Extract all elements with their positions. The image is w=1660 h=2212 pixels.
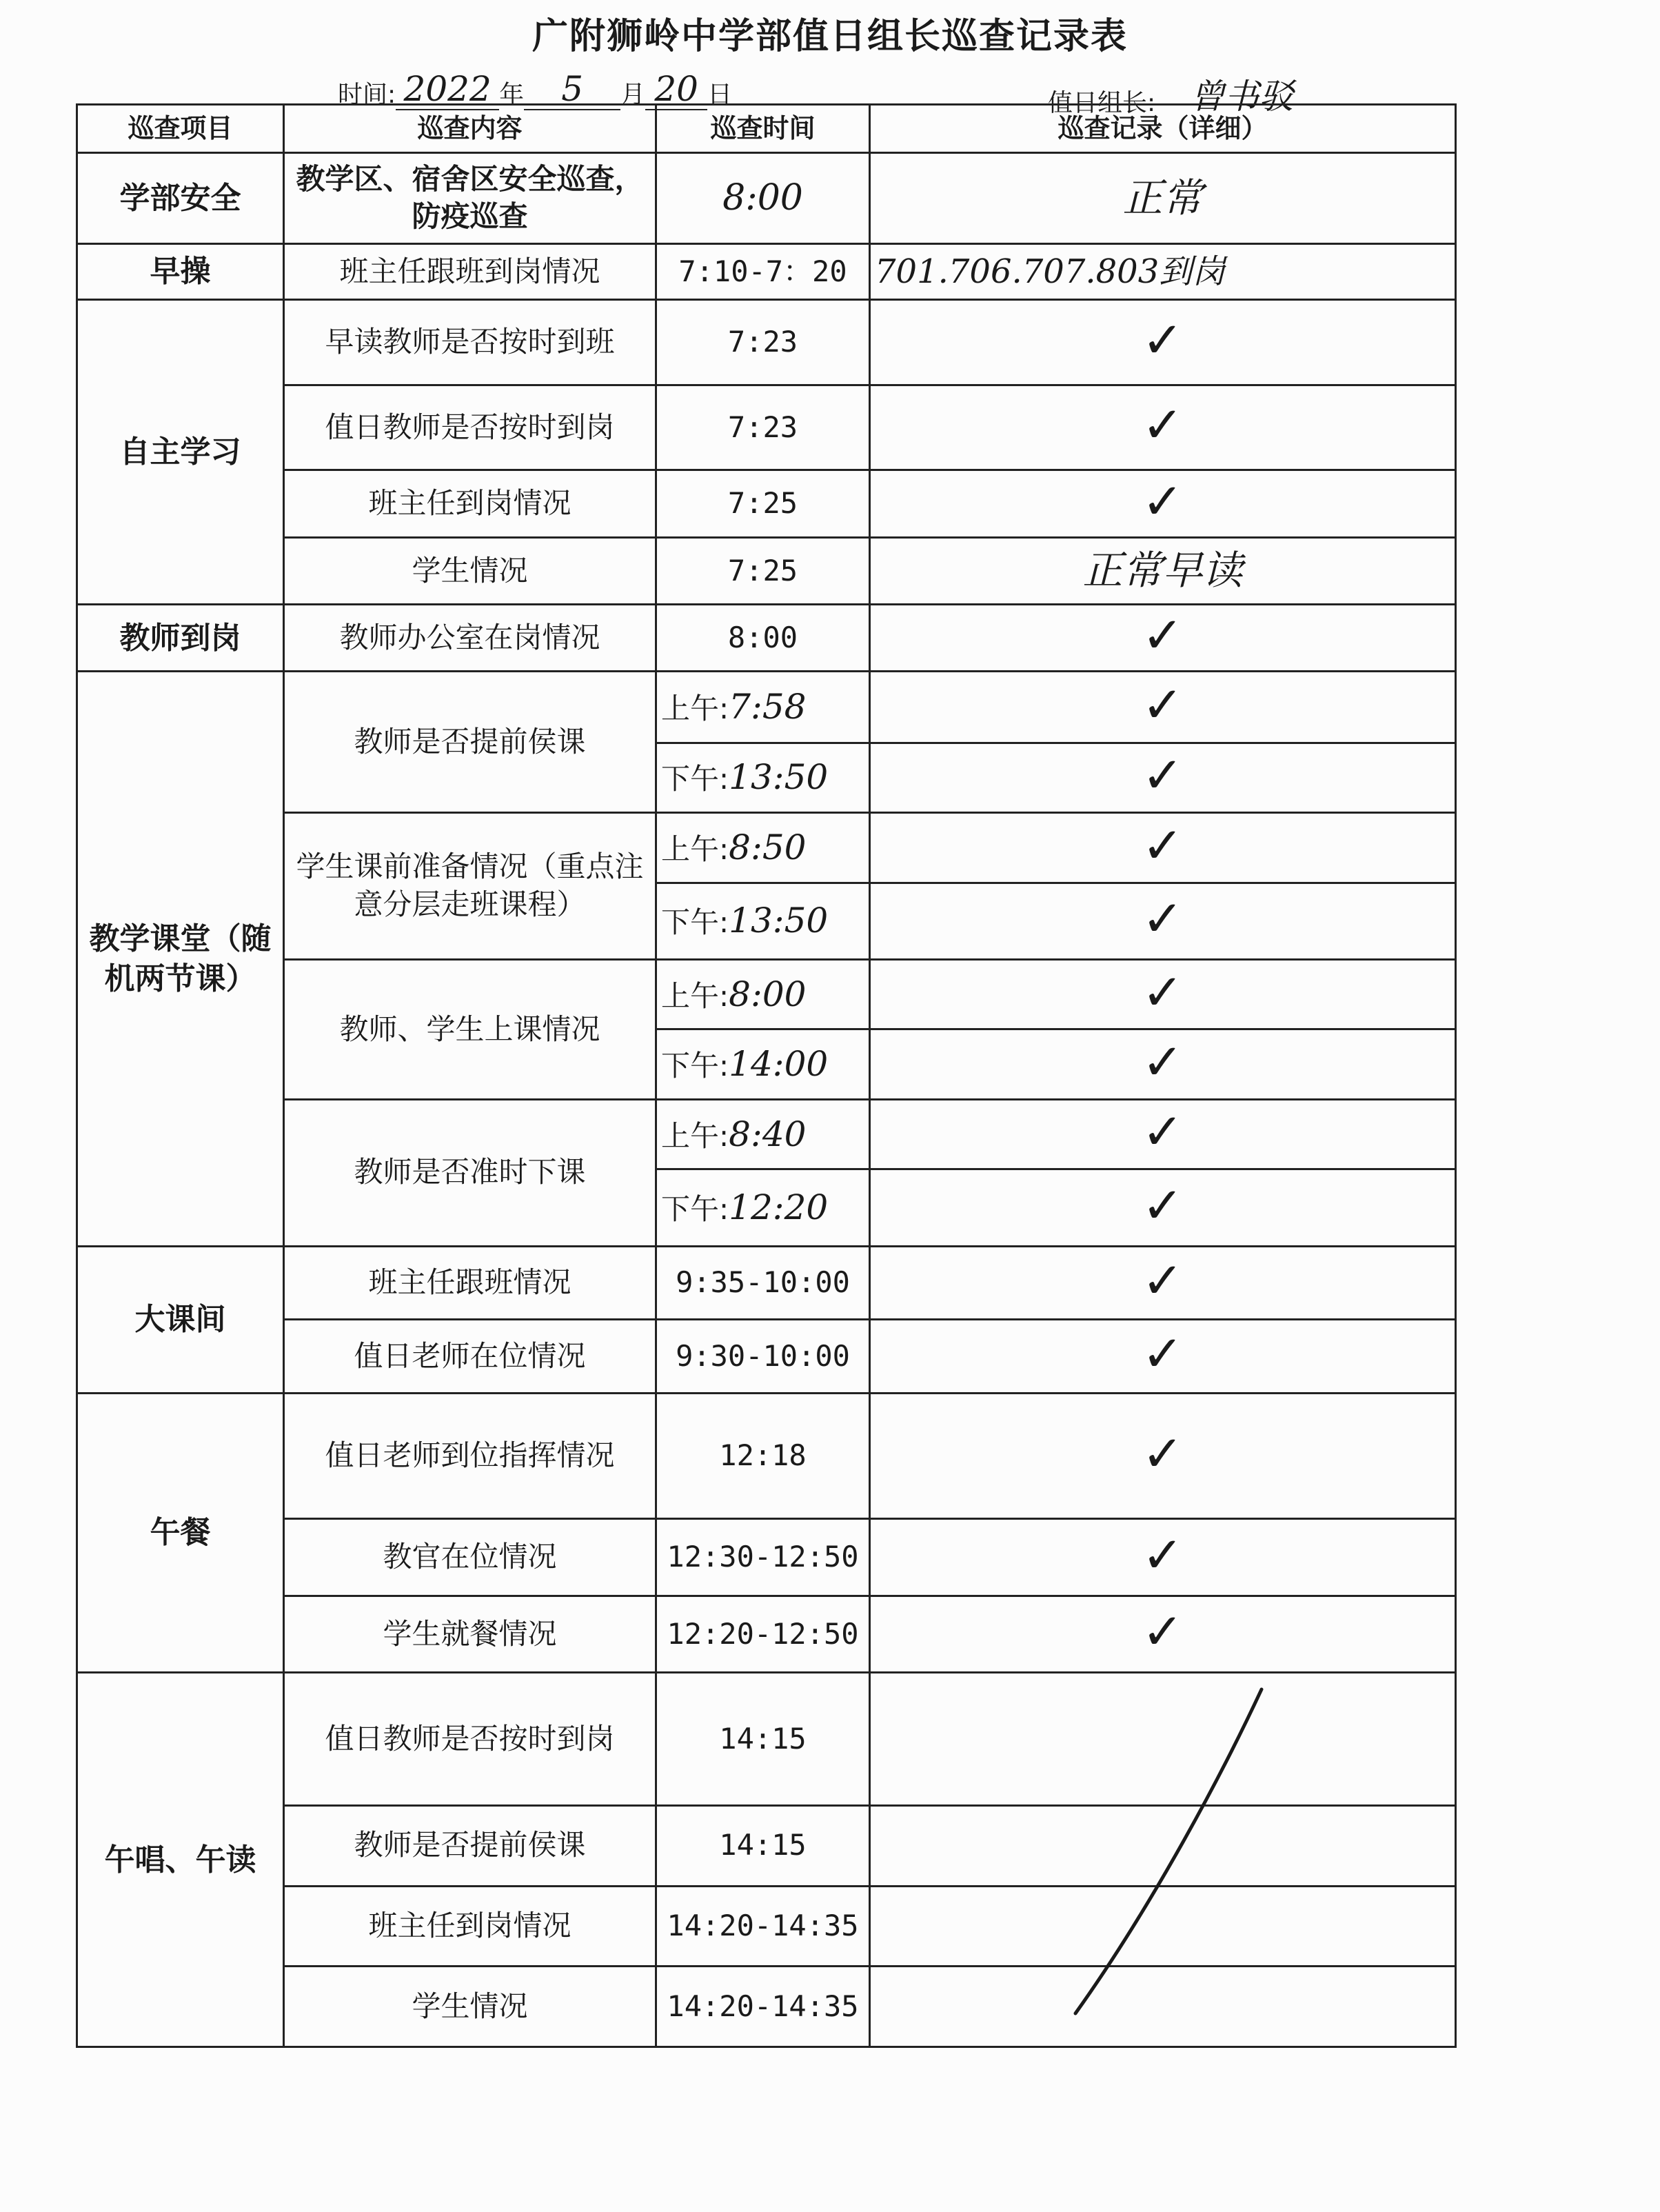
category-noon: 午唱、午读 bbox=[77, 1673, 284, 2047]
category-self-study: 自主学习 bbox=[77, 299, 284, 604]
table-row bbox=[77, 385, 1456, 470]
record-cell: 701.706.707.803到岗 bbox=[870, 243, 1456, 299]
month-unit: 月 bbox=[620, 81, 646, 109]
check-mark-icon: ✓ bbox=[1142, 746, 1184, 805]
record-cell bbox=[870, 299, 1456, 385]
leader-signature: 曾书驳 bbox=[1190, 77, 1294, 117]
content-cell: 学生课前准备情况（重点注意分层走班课程） bbox=[284, 813, 656, 960]
time-cell: 7:25 bbox=[656, 470, 870, 537]
table-row bbox=[77, 1596, 1456, 1673]
table-row bbox=[77, 1393, 1456, 1519]
table-row bbox=[77, 672, 1456, 743]
table-row bbox=[77, 960, 1456, 1029]
col-header-content: 巡查内容 bbox=[284, 105, 656, 153]
record-cell bbox=[870, 1246, 1456, 1319]
table-row bbox=[77, 1886, 1456, 1967]
category-safety: 学部安全 bbox=[77, 152, 284, 243]
pm-time-cell bbox=[656, 743, 870, 812]
leader-label: 值日组长: bbox=[1048, 89, 1156, 117]
pm-time-value: 13:50 bbox=[729, 757, 829, 798]
pm-time-cell bbox=[656, 883, 870, 960]
check-mark-icon: ✓ bbox=[1142, 1602, 1184, 1661]
content-cell: 学生就餐情况 bbox=[284, 1596, 656, 1673]
table-row bbox=[77, 243, 1456, 299]
document-title: 广附狮岭中学部值日组长巡查记录表 bbox=[532, 16, 1128, 57]
record-cell: 正常早读 bbox=[870, 537, 1456, 604]
year-value: 2022 bbox=[396, 69, 499, 110]
check-mark-icon: ✓ bbox=[1142, 1103, 1184, 1161]
pm-label: 下午: bbox=[661, 905, 729, 940]
content-cell: 学生情况 bbox=[284, 537, 656, 604]
category-morning-exercise: 早操 bbox=[77, 243, 284, 299]
day-value: 20 bbox=[645, 69, 707, 110]
time-cell: 12:30-12:50 bbox=[656, 1519, 870, 1596]
check-mark-icon: ✓ bbox=[1142, 606, 1184, 665]
record-cell bbox=[870, 1029, 1456, 1099]
am-label: 上午: bbox=[661, 692, 729, 726]
record-cell bbox=[870, 1519, 1456, 1596]
record-cell bbox=[870, 385, 1456, 470]
am-time-cell bbox=[656, 813, 870, 883]
year-unit: 年 bbox=[499, 81, 525, 109]
check-mark-icon: ✓ bbox=[1142, 816, 1184, 874]
time-cell: 7:23 bbox=[656, 299, 870, 385]
check-mark-icon: ✓ bbox=[1142, 675, 1184, 734]
am-time-cell bbox=[656, 960, 870, 1029]
category-teacher-arrival: 教师到岗 bbox=[77, 604, 284, 671]
category-lunch: 午餐 bbox=[77, 1393, 284, 1673]
record-cell: 正常 bbox=[870, 152, 1456, 243]
am-time-value: 7:58 bbox=[729, 687, 807, 727]
check-mark-icon: ✓ bbox=[1142, 963, 1184, 1021]
check-mark-icon: ✓ bbox=[1142, 889, 1184, 948]
am-label: 上午: bbox=[661, 978, 729, 1013]
pm-time-value: 14:00 bbox=[729, 1044, 829, 1085]
content-cell: 教师办公室在岗情况 bbox=[284, 604, 656, 671]
record-cell bbox=[870, 1320, 1456, 1393]
content-cell: 早读教师是否按时到班 bbox=[284, 299, 656, 385]
record-cell bbox=[870, 604, 1456, 671]
content-cell: 值日老师在位情况 bbox=[284, 1320, 656, 1393]
month-value: 5 bbox=[524, 69, 620, 110]
time-cell: 14:20-14:35 bbox=[656, 1967, 870, 2047]
time-label: 时间: bbox=[338, 81, 396, 109]
record-cell-struck bbox=[870, 1805, 1456, 1886]
table-row bbox=[77, 1673, 1456, 1806]
time-cell: 14:15 bbox=[656, 1805, 870, 1886]
record-cell-struck bbox=[870, 1886, 1456, 1967]
time-cell: 7:23 bbox=[656, 385, 870, 470]
am-label: 上午: bbox=[661, 1118, 729, 1153]
am-time-value: 8:50 bbox=[729, 827, 807, 867]
pm-time-cell bbox=[656, 1029, 870, 1099]
content-cell: 值日教师是否按时到岗 bbox=[284, 1673, 656, 1806]
table-row bbox=[77, 152, 1456, 243]
pm-label: 下午: bbox=[661, 762, 729, 796]
pm-label: 下午: bbox=[661, 1049, 729, 1083]
content-cell: 值日教师是否按时到岗 bbox=[284, 385, 656, 470]
record-cell bbox=[870, 960, 1456, 1029]
content-cell: 班主任跟班到岗情况 bbox=[284, 243, 656, 299]
time-cell: 12:20-12:50 bbox=[656, 1596, 870, 1673]
check-mark-icon: ✓ bbox=[1142, 1251, 1184, 1309]
record-cell bbox=[870, 470, 1456, 537]
content-cell: 教师是否提前侯课 bbox=[284, 672, 656, 813]
check-mark-icon: ✓ bbox=[1142, 310, 1184, 369]
time-cell: 7:10-7：20 bbox=[656, 243, 870, 299]
time-cell: 7:25 bbox=[656, 537, 870, 604]
content-cell: 班主任跟班情况 bbox=[284, 1246, 656, 1319]
record-cell bbox=[870, 883, 1456, 960]
time-cell-handwritten: 8:00 bbox=[656, 152, 870, 243]
table-row bbox=[77, 1246, 1456, 1319]
content-cell: 学生情况 bbox=[284, 1967, 656, 2047]
content-cell: 教师、学生上课情况 bbox=[284, 960, 656, 1100]
record-cell bbox=[870, 672, 1456, 743]
pm-time-cell bbox=[656, 1169, 870, 1247]
check-mark-icon: ✓ bbox=[1142, 1176, 1184, 1234]
pm-label: 下午: bbox=[661, 1192, 729, 1226]
time-cell: 9:35-10:00 bbox=[656, 1246, 870, 1319]
table-row bbox=[77, 299, 1456, 385]
content-cell: 班主任到岗情况 bbox=[284, 470, 656, 537]
table-row bbox=[77, 1967, 1456, 2047]
content-cell: 教官在位情况 bbox=[284, 1519, 656, 1596]
am-time-value: 8:00 bbox=[729, 974, 807, 1014]
record-cell-struck bbox=[870, 1967, 1456, 2047]
table-row bbox=[77, 604, 1456, 671]
table-row bbox=[77, 1099, 1456, 1169]
col-header-time: 巡查时间 bbox=[656, 105, 870, 153]
record-cell bbox=[870, 743, 1456, 812]
record-cell bbox=[870, 1393, 1456, 1519]
time-cell: 14:15 bbox=[656, 1673, 870, 1806]
content-cell: 值日老师到位指挥情况 bbox=[284, 1393, 656, 1519]
content-cell: 教学区、宿舍区安全巡查，防疫巡查 bbox=[284, 152, 656, 243]
category-big-break: 大课间 bbox=[77, 1246, 284, 1393]
table-row bbox=[77, 1320, 1456, 1393]
time-cell: 12:18 bbox=[656, 1393, 870, 1519]
pm-time-value: 12:20 bbox=[729, 1187, 829, 1227]
am-time-cell bbox=[656, 672, 870, 743]
check-mark-icon: ✓ bbox=[1142, 396, 1184, 454]
check-mark-icon: ✓ bbox=[1142, 1424, 1184, 1482]
record-cell bbox=[870, 1596, 1456, 1673]
time-cell: 9:30-10:00 bbox=[656, 1320, 870, 1393]
check-mark-icon: ✓ bbox=[1142, 1032, 1184, 1091]
record-cell bbox=[870, 1099, 1456, 1169]
time-cell: 14:20-14:35 bbox=[656, 1886, 870, 1967]
time-cell: 8:00 bbox=[656, 604, 870, 671]
record-cell bbox=[870, 1169, 1456, 1247]
table-row bbox=[77, 470, 1456, 537]
day-unit: 日 bbox=[707, 81, 733, 109]
table-row bbox=[77, 1805, 1456, 1886]
category-classroom: 教学课堂（随机两节课） bbox=[77, 672, 284, 1246]
content-cell: 教师是否准时下课 bbox=[284, 1099, 656, 1246]
table-row bbox=[77, 537, 1456, 604]
inspection-table bbox=[76, 103, 1457, 2048]
pm-time-value: 13:50 bbox=[729, 901, 829, 941]
content-cell: 教师是否提前侯课 bbox=[284, 1805, 656, 1886]
col-header-record: 巡查记录（详细） bbox=[870, 105, 1456, 153]
content-cell: 班主任到岗情况 bbox=[284, 1886, 656, 1967]
col-header-item: 巡查项目 bbox=[77, 105, 284, 153]
record-cell-struck bbox=[870, 1673, 1456, 1806]
check-mark-icon: ✓ bbox=[1142, 1325, 1184, 1383]
table-row bbox=[77, 813, 1456, 883]
check-mark-icon: ✓ bbox=[1142, 472, 1184, 530]
check-mark-icon: ✓ bbox=[1142, 1525, 1184, 1584]
table-header-row bbox=[77, 105, 1456, 153]
record-cell bbox=[870, 813, 1456, 883]
am-time-value: 8:40 bbox=[729, 1114, 807, 1154]
am-time-cell bbox=[656, 1099, 870, 1169]
table-row bbox=[77, 1519, 1456, 1596]
am-label: 上午: bbox=[661, 832, 729, 866]
